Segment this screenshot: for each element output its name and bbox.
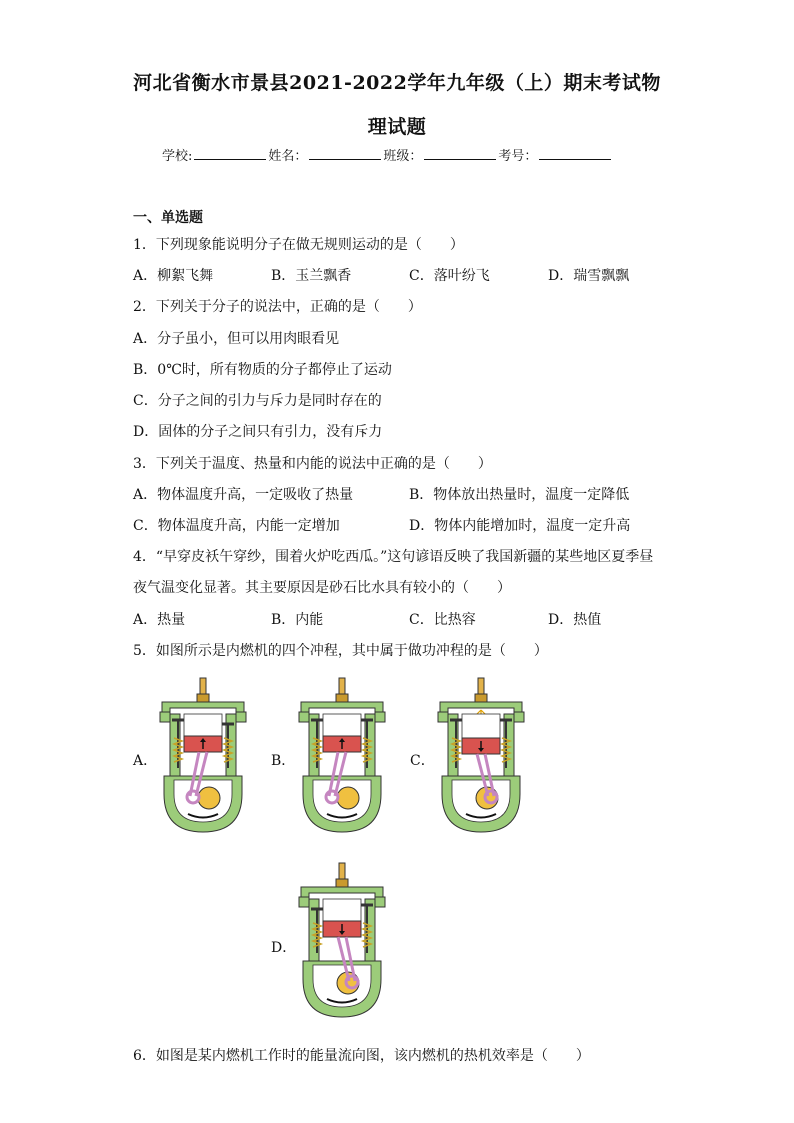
question-4-stem-line2: 夜气温变化显著。其主要原因是砂石比水具有较小的（ ） [133,580,511,596]
q5-option-a[interactable]: A． [133,753,158,769]
page-title-line1: 河北省衡水市景县2021-2022学年九年级（上）期末考试物 [133,72,661,94]
name-label: 姓名： [268,149,308,164]
engine-svg [295,861,389,1021]
page-title-line2: 理试题 [367,116,427,138]
question-1-stem: 1．下列现象能说明分子在做无规则运动的是（ ） [133,237,464,253]
engine-diagram-a [156,676,250,840]
q1-option-b[interactable]: B．玉兰飘香 [271,268,352,284]
engine-svg [434,676,528,836]
class-label: 班级： [383,149,423,164]
q5-option-b[interactable]: B． [271,753,296,769]
q5-option-c[interactable]: C． [410,753,435,769]
engine-svg [295,676,389,836]
exam-no-blank[interactable] [539,147,611,160]
engine-diagram-c [434,676,528,840]
q1-option-c[interactable]: C．落叶纷飞 [409,268,490,284]
class-blank[interactable] [424,147,496,160]
student-info-row [162,145,613,164]
exam-no-label: 考号： [498,149,538,164]
school-label: 学校: [162,149,193,164]
q3-option-d[interactable]: D．物体内能增加时，温度一定升高 [409,518,631,534]
q4-option-c[interactable]: C．比热容 [409,612,476,628]
engine-svg [156,676,250,836]
q4-option-a[interactable]: A．热量 [133,612,186,628]
question-6-stem: 6．如图是某内燃机工作时的能量流向图，该内燃机的热机效率是（ ） [133,1048,590,1064]
q2-option-d[interactable]: D．固体的分子之间只有引力，没有斥力 [133,424,383,440]
q4-option-b[interactable]: B．内能 [271,612,324,628]
question-5-stem: 5．如图所示是内燃机的四个冲程，其中属于做功冲程的是（ ） [133,643,548,659]
engine-diagram-d [295,861,389,1025]
q3-option-c[interactable]: C．物体温度升高，内能一定增加 [133,518,340,534]
q2-option-a[interactable]: A．分子虽小，但可以用肉眼看见 [133,331,340,347]
q2-option-b[interactable]: B．0℃时，所有物质的分子都停止了运动 [133,362,392,378]
q3-option-a[interactable]: A．物体温度升高，一定吸收了热量 [133,487,354,503]
q4-option-d[interactable]: D．热值 [548,612,602,628]
question-3-stem: 3．下列关于温度、热量和内能的说法中正确的是（ ） [133,456,492,472]
q5-option-d[interactable]: D． [271,940,297,956]
school-blank[interactable] [194,147,266,160]
q2-option-c[interactable]: C．分子之间的引力与斥力是同时存在的 [133,393,382,409]
question-2-stem: 2．下列关于分子的说法中，正确的是（ ） [133,299,422,315]
question-4-stem-line1: 4．“早穿皮袄午穿纱，围着火炉吃西瓜。”这句谚语反映了我国新疆的某些地区夏季昼 [133,549,654,565]
q1-option-d[interactable]: D．瑞雪飘飘 [548,268,630,284]
q3-option-b[interactable]: B．物体放出热量时，温度一定降低 [409,487,630,503]
section-heading: 一、单选题 [133,210,203,226]
engine-diagram-b [295,676,389,840]
name-blank[interactable] [309,147,381,160]
q1-option-a[interactable]: A．柳絮飞舞 [133,268,214,284]
